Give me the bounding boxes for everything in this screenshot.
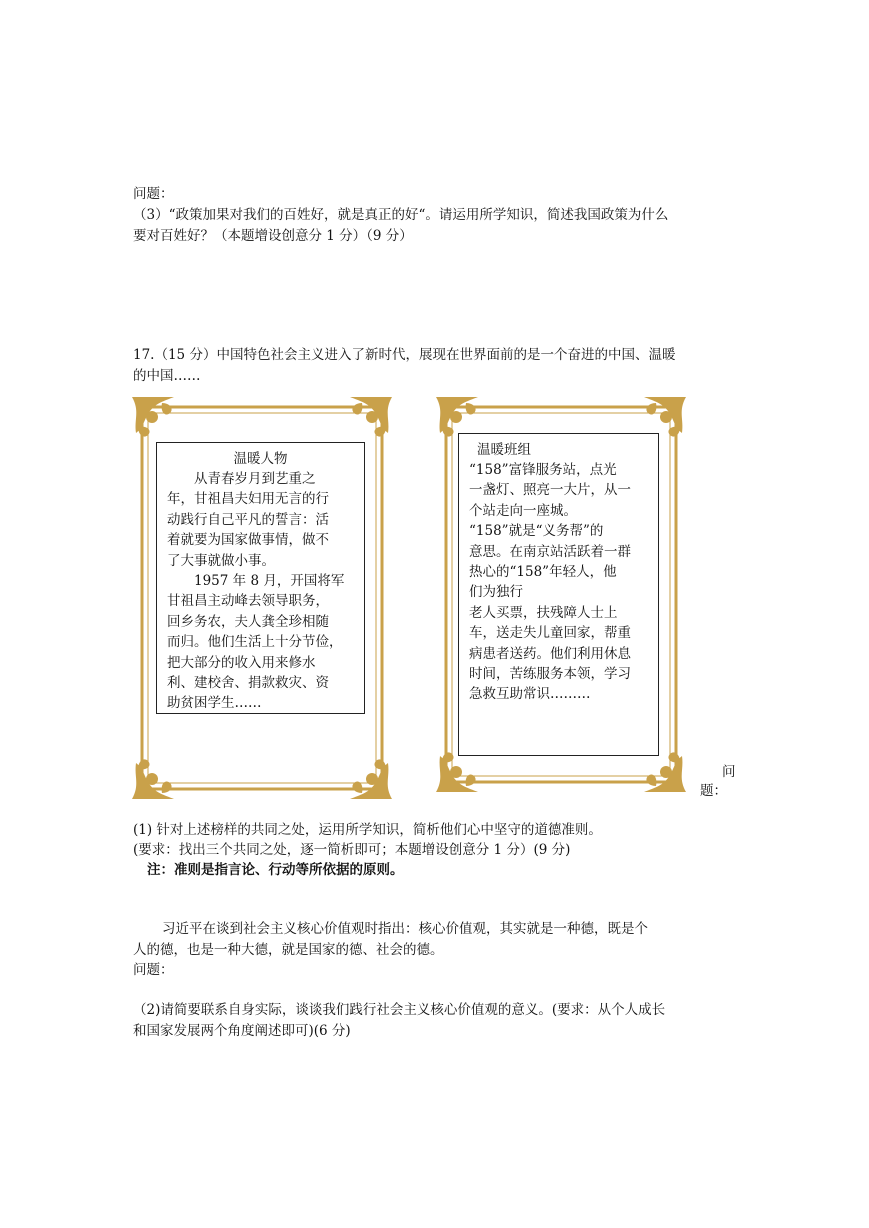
card-body-line: 动践行自己平凡的誓言：活: [167, 511, 329, 528]
question-17-2-line-2: 和国家发展两个角度阐述即可)(6 分): [133, 1023, 351, 1039]
question-17-1-line-1: (1) 针对上述榜样的共同之处，运用所学知识，简析他们心中坚守的道德准则。: [133, 822, 602, 838]
card-left-title: 温暖人物: [233, 451, 288, 467]
card-body-line: 而归。他们生活上十分节俭，: [167, 634, 343, 651]
ornament-corner-icon: [644, 752, 686, 792]
card-body-line: “158”富锋服务站，点光: [469, 462, 617, 478]
side-label-part-2: 题：: [700, 783, 727, 799]
ornament-corner-icon: [132, 397, 174, 437]
question-17-1-note: 注：准则是指言论、行动等所依据的原则。: [147, 862, 404, 878]
question-label-quote: 问题：: [133, 962, 174, 978]
card-body-line: 年，甘祖昌夫妇用无言的行: [167, 491, 329, 508]
card-body-line: 助贫困学生……: [167, 695, 262, 712]
card-body-line: 时间，苦练服务本领，学习: [469, 666, 631, 682]
question-17-2-line-1: （2)请简要联系自身实际，谈谈我们践行社会主义核心价值观的意义。(要求：从个人成长: [133, 1002, 666, 1018]
card-body-line: 了大事就做小事。: [167, 552, 275, 569]
card-body-line: 病患者送药。他们利用休息: [469, 645, 631, 662]
ornament-corner-icon: [436, 397, 478, 437]
card-body-line: 利、建校舍、捐款救灾、资: [167, 675, 329, 691]
text-box-left: [156, 442, 365, 714]
card-body-line: 热心的“158”年轻人，他: [469, 564, 617, 580]
card-body-line: 回乡务农，夫人龚全珍相随: [167, 613, 329, 630]
card-right-title: 温暖班组: [477, 442, 531, 458]
ornament-corner-icon: [350, 759, 392, 799]
card-body-line: 意思。在南京站活跃着一群: [469, 543, 631, 560]
question-3-line-2: 要对百姓好？（本题增设创意分 1 分）（9 分）: [133, 228, 413, 244]
card-body-line: 老人买票，扶残障人士上: [469, 604, 618, 621]
card-body-line: 把大部分的收入用来修水: [167, 654, 316, 671]
card-body-line: 急救互助常识………: [469, 686, 591, 703]
ornamental-frame-right: [436, 397, 686, 792]
ornament-corner-icon: [132, 759, 174, 799]
card-body-line: 车，送走失儿童回家，帮重: [469, 625, 631, 642]
question-17-1-line-2: (要求：找出三个共同之处，逐一简析即可；本题增设创意分 1 分）(9 分): [133, 842, 571, 858]
card-body-line: 一盏灯、照亮一大片，从一: [469, 482, 631, 499]
card-body-line: 个站走向一座城。: [469, 502, 577, 519]
card-body-line: “158”就是“义务帮”的: [469, 523, 604, 540]
quote-line-2: 人的德，也是一种大德，就是国家的德、社会的德。: [133, 942, 444, 958]
text-box-right: [458, 433, 659, 756]
side-label-part-1: 问: [722, 764, 736, 780]
ornament-corner-icon: [644, 397, 686, 437]
ornamental-frame-left: [132, 397, 392, 799]
question-3-line-1: （3）“政策加果对我们的百姓好，就是真正的好“。请运用所学知识，简述我国政策为什么: [133, 207, 669, 223]
card-body-line: 从青春岁月到艺重之: [167, 471, 316, 487]
card-body-line: 甘祖昌主动峰去领导职务，: [167, 593, 329, 610]
question-17-line-1: 17.（15 分）中国特色社会主义进入了新时代，展现在世界面前的是一个奋进的中国、温暖: [133, 347, 676, 363]
ornament-corner-icon: [350, 397, 392, 437]
card-body-line: 1957 年 8 月，开国将军: [167, 573, 345, 589]
card-body-line: 着就要为国家做事情，做不: [167, 532, 329, 549]
question-17-line-2: 的中国……: [133, 368, 201, 384]
card-body-line: 们为独行: [469, 584, 523, 601]
question-label-top: 问题：: [133, 186, 174, 202]
ornament-corner-icon: [436, 752, 478, 792]
quote-line-1: 习近平在谈到社会主义核心价值观时指出：核心价值观，其实就是一种德，既是个: [162, 921, 648, 937]
